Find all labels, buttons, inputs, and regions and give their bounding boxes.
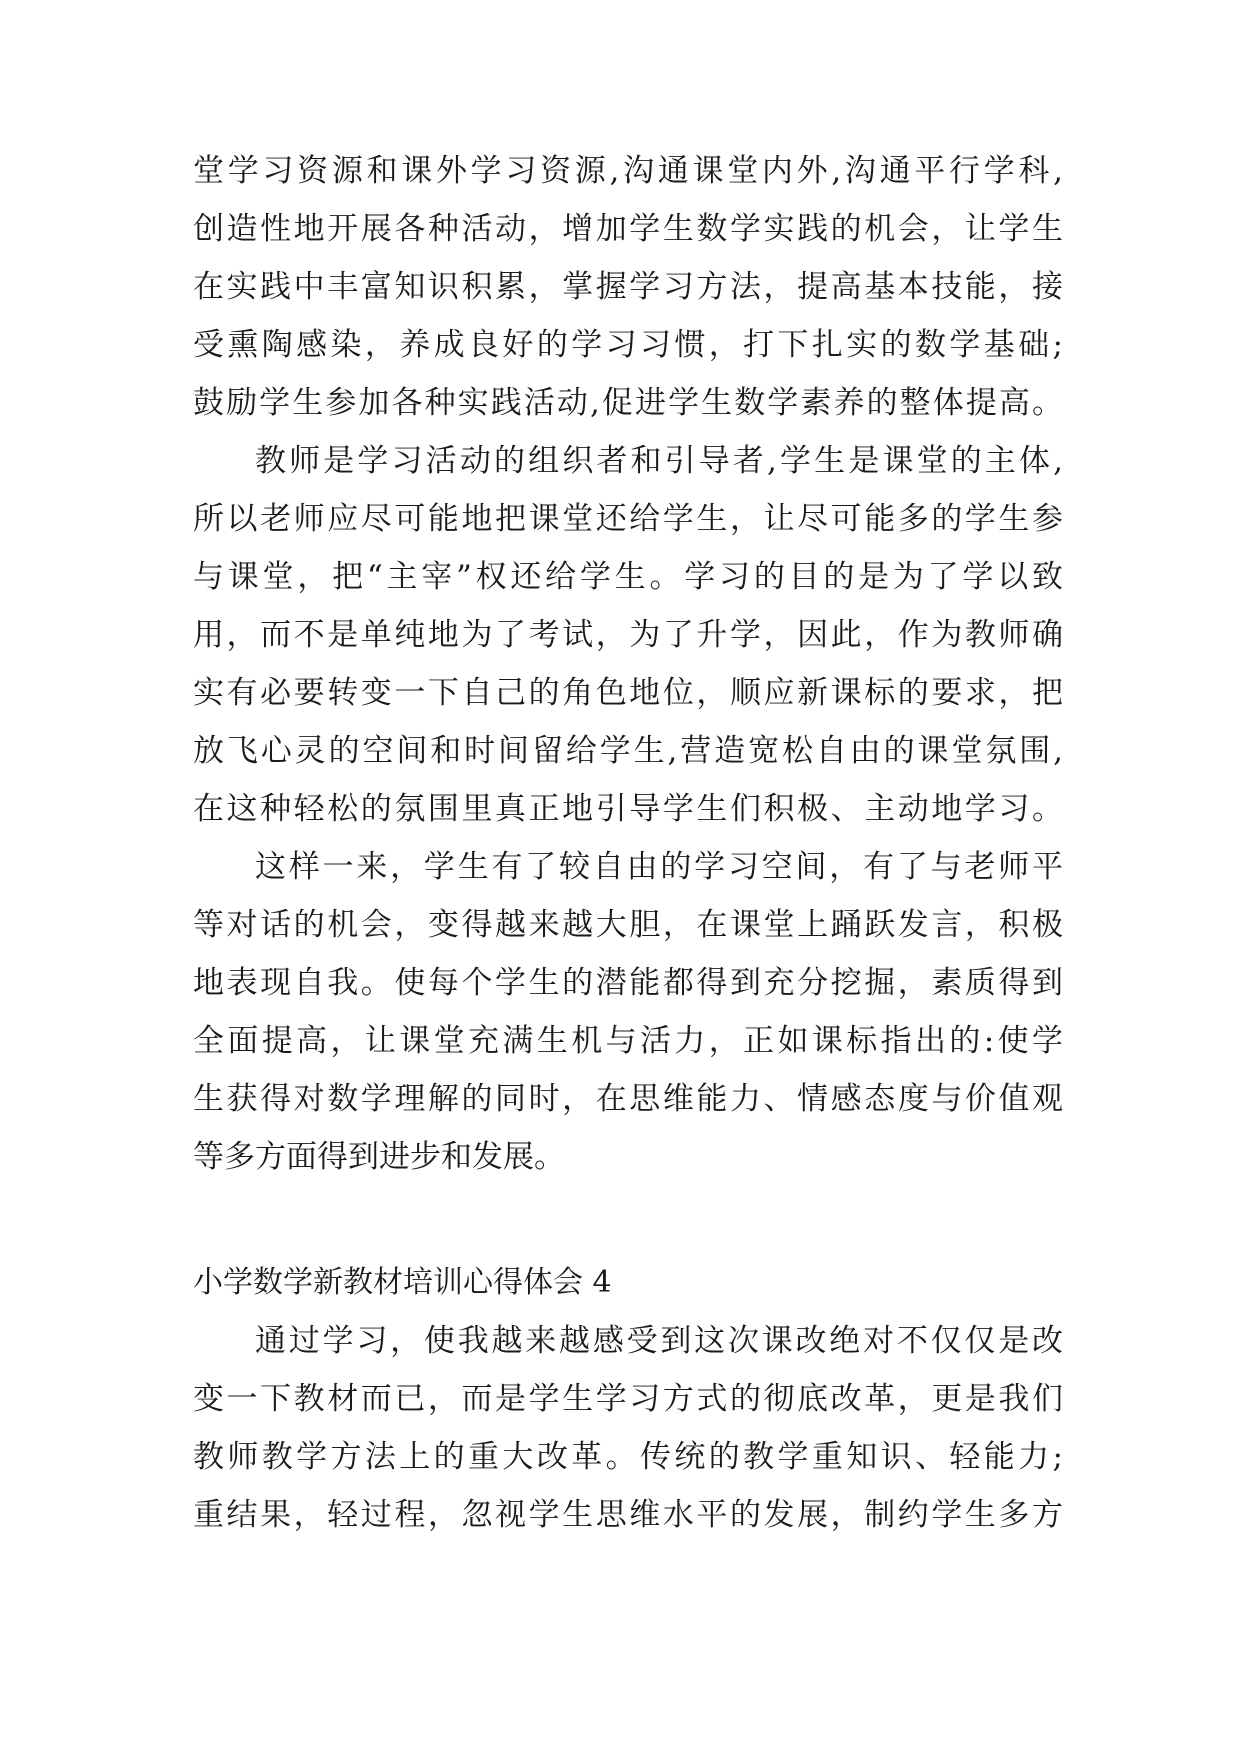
text-line: 放飞心灵的空间和时间留给学生,营造宽松自由的课堂氛围,: [193, 733, 1063, 769]
text-line: 在这种轻松的氛围里真正地引导学生们积极、主动地学习。: [193, 791, 1063, 827]
paragraph-first-line: 这样一来，学生有了较自由的学习空间，有了与老师平: [255, 849, 1063, 885]
text-line: 等对话的机会，变得越来越大胆，在课堂上踊跃发言，积极: [193, 907, 1063, 943]
paragraph-first-line: 教师是学习活动的组织者和引导者,学生是课堂的主体,: [255, 443, 1063, 479]
text-line: 受熏陶感染，养成良好的学习习惯，打下扎实的数学基础;: [193, 327, 1063, 363]
text-line: 与课堂，把“主宰”权还给学生。学习的目的是为了学以致: [193, 559, 1063, 595]
text-line: 生获得对数学理解的同时，在思维能力、情感态度与价值观: [193, 1081, 1063, 1117]
text-line: 鼓励学生参加各种实践活动,促进学生数学素养的整体提高。: [193, 385, 1063, 421]
text-line: 地表现自我。使每个学生的潜能都得到充分挖掘，素质得到: [193, 965, 1063, 1001]
text-line: 堂学习资源和课外学习资源,沟通课堂内外,沟通平行学科,: [193, 153, 1063, 189]
text-line: 实有必要转变一下自己的角色地位，顺应新课标的要求，把: [193, 675, 1063, 711]
text-line: 变一下教材而已，而是学生学习方式的彻底改革，更是我们: [193, 1381, 1063, 1417]
text-line: 创造性地开展各种活动，增加学生数学实践的机会，让学生: [193, 211, 1063, 247]
section-heading: 小学数学新教材培训心得体会 4: [193, 1265, 612, 1300]
text-line: 等多方面得到进步和发展。: [193, 1139, 565, 1175]
text-line: 所以老师应尽可能地把课堂还给学生，让尽可能多的学生参: [193, 501, 1063, 537]
paragraph-first-line: 通过学习，使我越来越感受到这次课改绝对不仅仅是改: [255, 1323, 1063, 1359]
text-line: 全面提高，让课堂充满生机与活力，正如课标指出的:使学: [193, 1023, 1063, 1059]
text-line: 用，而不是单纯地为了考试，为了升学，因此，作为教师确: [193, 617, 1063, 653]
text-line: 教师教学方法上的重大改革。传统的教学重知识、轻能力;: [193, 1439, 1063, 1475]
text-line: 重结果，轻过程，忽视学生思维水平的发展，制约学生多方: [193, 1497, 1063, 1533]
text-line: 在实践中丰富知识积累，掌握学习方法，提高基本技能，接: [193, 269, 1063, 305]
